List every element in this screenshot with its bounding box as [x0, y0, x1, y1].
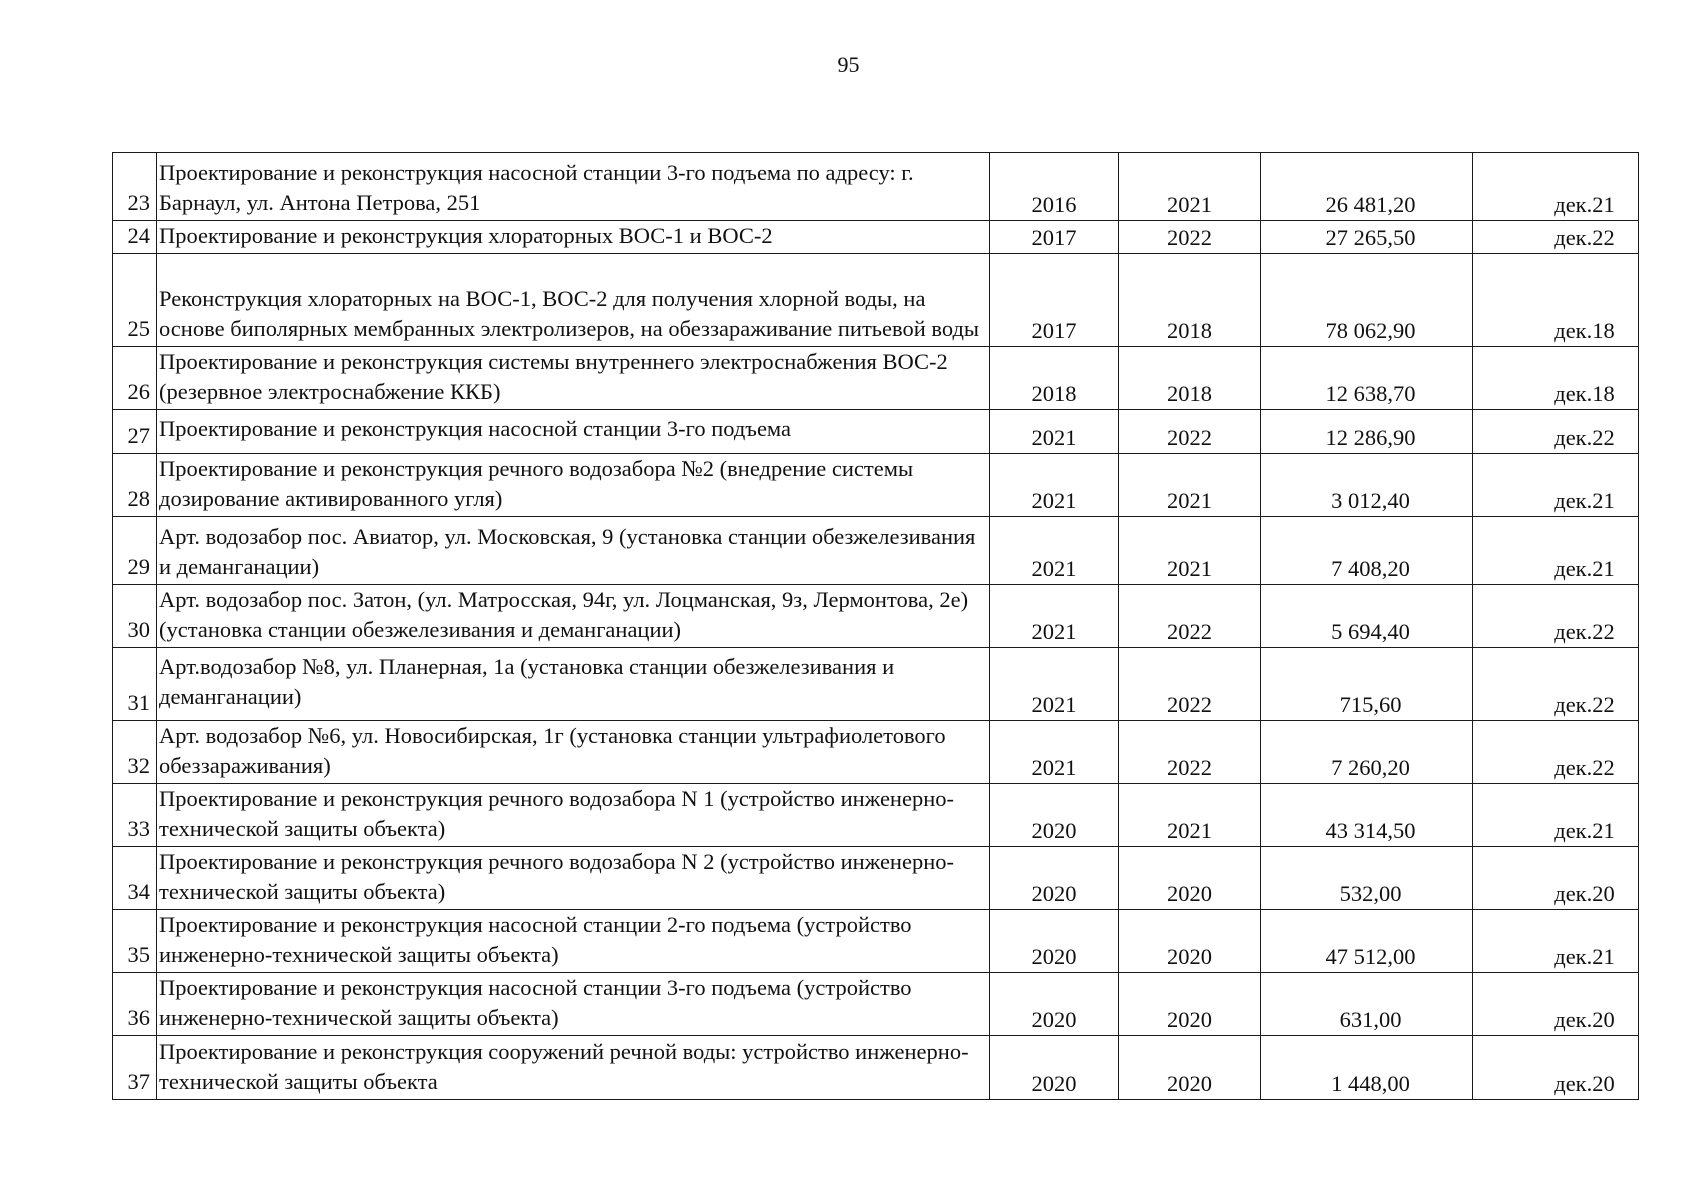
end-year: 2020: [1119, 973, 1261, 1036]
end-year: 2022: [1119, 410, 1261, 454]
project-name: Арт.водозабор №8, ул. Планерная, 1а (установка станции обезжелезивания и деманганации): [157, 648, 990, 721]
end-year: 2020: [1119, 847, 1261, 910]
project-name: Арт. водозабор пос. Авиатор, ул. Московская, 9 (установка станции обезжелезивания и деманганации): [157, 517, 990, 585]
row-number: 26: [113, 347, 157, 410]
start-year: 2021: [990, 648, 1119, 721]
projects-table: [112, 152, 1639, 1100]
project-name: Реконструкция хлораторных на ВОС-1, ВОС-2 для получения хлорной воды, на основе биполярных мембранных электролизеров, на обеззараживание питьевой воды: [157, 254, 990, 347]
deadline: дек.22: [1473, 648, 1639, 721]
project-name: Проектирование и реконструкция насосной станции 3-го подъема по адресу: г. Барнаул, ул. Антона Петрова, 251: [157, 153, 990, 221]
deadline: дек.22: [1473, 585, 1639, 648]
page-number: 95: [837, 52, 860, 77]
row-number: 23: [113, 153, 157, 221]
deadline: дек.20: [1473, 973, 1639, 1036]
end-year: 2022: [1119, 221, 1261, 254]
amount: 43 314,50: [1261, 784, 1473, 847]
start-year: 2020: [990, 784, 1119, 847]
project-name: Проектирование и реконструкция системы внутреннего электроснабжения ВОС-2 (резервное электроснабжение ККБ): [157, 347, 990, 410]
deadline: дек.21: [1473, 784, 1639, 847]
row-number: 37: [113, 1036, 157, 1100]
deadline: дек.20: [1473, 847, 1639, 910]
amount: 5 694,40: [1261, 585, 1473, 648]
amount: 532,00: [1261, 847, 1473, 910]
start-year: 2020: [990, 973, 1119, 1036]
table-row: [113, 910, 1639, 973]
end-year: 2020: [1119, 1036, 1261, 1100]
project-name: Проектирование и реконструкция насосной станции 3-го подъема: [157, 410, 990, 454]
table-row: [113, 1036, 1639, 1100]
amount: 47 512,00: [1261, 910, 1473, 973]
amount: 78 062,90: [1261, 254, 1473, 347]
project-name: Проектирование и реконструкция сооружений речной воды: устройство инженерно-технической защиты объекта: [157, 1036, 990, 1100]
table-row: [113, 221, 1639, 254]
deadline: дек.21: [1473, 910, 1639, 973]
row-number: 27: [113, 410, 157, 454]
project-name: Проектирование и реконструкция насосной станции 2-го подъема (устройство инженерно-технической защиты объекта): [157, 910, 990, 973]
deadline: дек.21: [1473, 517, 1639, 585]
amount: 7 408,20: [1261, 517, 1473, 585]
table-row: [113, 454, 1639, 517]
row-number: 28: [113, 454, 157, 517]
amount: 27 265,50: [1261, 221, 1473, 254]
row-number: 34: [113, 847, 157, 910]
row-number: 29: [113, 517, 157, 585]
deadline: дек.22: [1473, 410, 1639, 454]
deadline: дек.21: [1473, 454, 1639, 517]
start-year: 2017: [990, 254, 1119, 347]
end-year: 2021: [1119, 454, 1261, 517]
amount: 1 448,00: [1261, 1036, 1473, 1100]
amount: 12 638,70: [1261, 347, 1473, 410]
table-row: [113, 347, 1639, 410]
start-year: 2021: [990, 410, 1119, 454]
deadline: дек.18: [1473, 254, 1639, 347]
project-name: Арт. водозабор пос. Затон, (ул. Матросская, 94г, ул. Лоцманская, 9з, Лермонтова, 2е) (установка станции обезжелезивания и деманганации): [157, 585, 990, 648]
start-year: 2021: [990, 454, 1119, 517]
deadline: дек.21: [1473, 153, 1639, 221]
table-row: [113, 254, 1639, 347]
table-row: [113, 721, 1639, 784]
deadline: дек.22: [1473, 721, 1639, 784]
project-name: Проектирование и реконструкция хлораторных ВОС-1 и ВОС-2: [157, 221, 990, 254]
amount: 631,00: [1261, 973, 1473, 1036]
project-name: Проектирование и реконструкция насосной станции 3-го подъема (устройство инженерно-технической защиты объекта): [157, 973, 990, 1036]
project-name: Проектирование и реконструкция речного водозабора N 2 (устройство инженерно-технической защиты объекта): [157, 847, 990, 910]
end-year: 2022: [1119, 648, 1261, 721]
amount: 3 012,40: [1261, 454, 1473, 517]
row-number: 30: [113, 585, 157, 648]
amount: 12 286,90: [1261, 410, 1473, 454]
table-row: [113, 517, 1639, 585]
end-year: 2018: [1119, 347, 1261, 410]
table-row: [113, 973, 1639, 1036]
amount: 715,60: [1261, 648, 1473, 721]
start-year: 2021: [990, 721, 1119, 784]
table-row: [113, 648, 1639, 721]
end-year: 2022: [1119, 585, 1261, 648]
start-year: 2020: [990, 910, 1119, 973]
project-name: Проектирование и реконструкция речного водозабора N 1 (устройство инженерно-технической защиты объекта): [157, 784, 990, 847]
table-row: [113, 153, 1639, 221]
end-year: 2022: [1119, 721, 1261, 784]
table-row: [113, 847, 1639, 910]
amount: 7 260,20: [1261, 721, 1473, 784]
table-row: [113, 585, 1639, 648]
table-row: [113, 784, 1639, 847]
row-number: 32: [113, 721, 157, 784]
start-year: 2017: [990, 221, 1119, 254]
start-year: 2020: [990, 847, 1119, 910]
amount: 26 481,20: [1261, 153, 1473, 221]
deadline: дек.18: [1473, 347, 1639, 410]
project-name: Арт. водозабор №6, ул. Новосибирская, 1г (установка станции ультрафиолетового обеззараживания): [157, 721, 990, 784]
row-number: 31: [113, 648, 157, 721]
start-year: 2021: [990, 517, 1119, 585]
deadline: дек.22: [1473, 221, 1639, 254]
start-year: 2020: [990, 1036, 1119, 1100]
end-year: 2021: [1119, 784, 1261, 847]
start-year: 2021: [990, 585, 1119, 648]
end-year: 2021: [1119, 153, 1261, 221]
row-number: 36: [113, 973, 157, 1036]
start-year: 2016: [990, 153, 1119, 221]
end-year: 2021: [1119, 517, 1261, 585]
end-year: 2020: [1119, 910, 1261, 973]
row-number: 35: [113, 910, 157, 973]
end-year: 2018: [1119, 254, 1261, 347]
row-number: 33: [113, 784, 157, 847]
row-number: 25: [113, 254, 157, 347]
project-name: Проектирование и реконструкция речного водозабора №2 (внедрение системы дозирование активированного угля): [157, 454, 990, 517]
table-row: [113, 410, 1639, 454]
deadline: дек.20: [1473, 1036, 1639, 1100]
row-number: 24: [113, 221, 157, 254]
start-year: 2018: [990, 347, 1119, 410]
